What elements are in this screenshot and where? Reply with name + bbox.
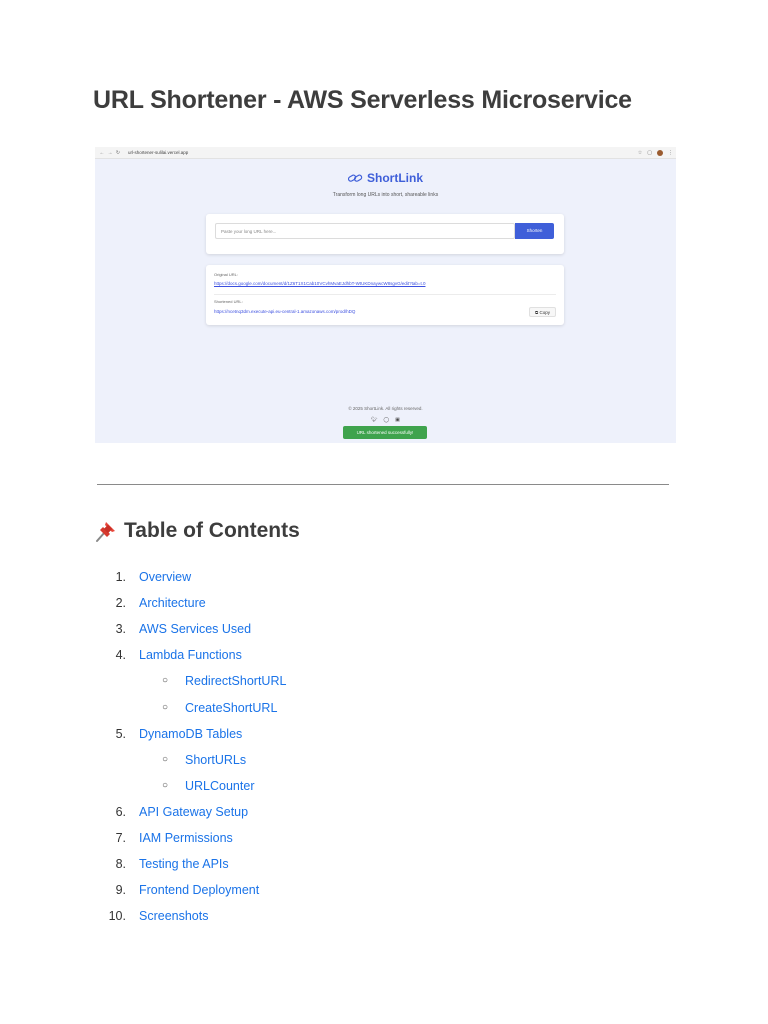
github-icon: ◯ bbox=[383, 417, 390, 423]
forward-icon: → bbox=[107, 149, 113, 156]
app-tagline: Transform long URLs into short, shareable links bbox=[332, 192, 439, 198]
back-icon: ← bbox=[99, 149, 105, 156]
linkedin-icon: ▣ bbox=[395, 417, 400, 423]
app-brand bbox=[95, 171, 676, 185]
toc-sub-bullet: ○ bbox=[162, 753, 169, 765]
social-links bbox=[95, 417, 676, 423]
toc-link[interactable]: DynamoDB Tables bbox=[139, 726, 243, 741]
toc-link[interactable]: Lambda Functions bbox=[139, 648, 242, 663]
toc-number: 8. bbox=[115, 857, 126, 872]
toc-number: 1. bbox=[115, 570, 126, 584]
toc-link[interactable]: API Gateway Setup bbox=[139, 804, 249, 819]
toc-number: 4. bbox=[115, 648, 126, 663]
toc-number: 6. bbox=[115, 804, 126, 819]
toc-link[interactable]: IAM Permissions bbox=[139, 831, 233, 845]
toc-sub-link[interactable]: ShortURLs bbox=[185, 752, 247, 767]
original-url-link: https://docs.google.com/document/d/1Z6T1X1Cab10VCvhMvaEJdhbT-WtUKDnaywcW8sgvG/edit?tab=t.0 bbox=[214, 281, 426, 286]
toc-sub-link[interactable]: RedirectShortURL bbox=[185, 674, 287, 689]
address-bar: url-shortener-sulilai.vercel.app bbox=[128, 150, 189, 155]
toc-link[interactable]: Architecture bbox=[139, 596, 206, 611]
horizontal-rule bbox=[97, 484, 669, 485]
brand-name: ShortLink bbox=[367, 171, 423, 185]
menu-icon: ⋮ bbox=[668, 149, 673, 156]
toc-sub-link[interactable]: URLCounter bbox=[185, 778, 255, 793]
reload-icon: ↻ bbox=[115, 149, 121, 156]
star-icon: ☆ bbox=[637, 149, 643, 156]
browser-toolbar bbox=[95, 147, 676, 159]
toc-heading bbox=[93, 518, 300, 544]
shorten-form-card bbox=[206, 214, 564, 254]
long-url-input: Paste your long URL here... bbox=[215, 223, 515, 239]
toc-sub-bullet: ○ bbox=[162, 675, 169, 687]
toc-number: 7. bbox=[115, 831, 126, 845]
toc-link[interactable]: Screenshots bbox=[139, 909, 209, 924]
toc-heading-text: Table of Contents bbox=[124, 519, 300, 542]
toc-number: 10. bbox=[108, 909, 126, 924]
copy-icon: ⧉ bbox=[535, 310, 540, 315]
result-divider bbox=[214, 294, 556, 295]
shorten-button: Shorten bbox=[515, 223, 554, 239]
short-url-link: https://ncetnq3dm.execute-api.eu-central-1.amazonaws.com/prod/hDQ bbox=[214, 309, 356, 314]
toc-number: 9. bbox=[115, 883, 126, 898]
link-icon bbox=[348, 174, 363, 183]
avatar bbox=[657, 150, 663, 156]
document-title: URL Shortener - AWS Serverless Microservice bbox=[93, 86, 632, 114]
short-url-label: Shortened URL: bbox=[214, 299, 243, 304]
toc-sub-bullet: ○ bbox=[162, 779, 169, 791]
twitter-icon: 🐦︎ bbox=[371, 417, 378, 423]
app-screenshot bbox=[95, 147, 676, 443]
toc-number: 5. bbox=[115, 726, 126, 741]
result-card bbox=[206, 265, 564, 325]
pushpin-icon bbox=[93, 518, 119, 544]
toc-link[interactable]: Testing the APIs bbox=[139, 857, 229, 872]
toc-link[interactable]: AWS Services Used bbox=[139, 622, 252, 637]
toc-sub-bullet: ○ bbox=[162, 701, 169, 713]
toc-sub-link[interactable]: CreateShortURL bbox=[185, 700, 278, 715]
toc-number: 3. bbox=[115, 622, 126, 637]
toc-link[interactable]: Frontend Deployment bbox=[139, 883, 260, 898]
copy-label: Copy bbox=[539, 310, 550, 315]
toc-link[interactable]: Overview bbox=[139, 570, 192, 584]
success-toast: URL shortened successfully! bbox=[343, 426, 427, 439]
extension-icon: ▢ bbox=[647, 149, 652, 156]
copy-button bbox=[529, 307, 556, 317]
original-url-label: Original URL: bbox=[214, 272, 239, 277]
app-footer: © 2025 ShortLink. All rights reserved. bbox=[348, 406, 423, 411]
toc-number: 2. bbox=[115, 596, 126, 611]
